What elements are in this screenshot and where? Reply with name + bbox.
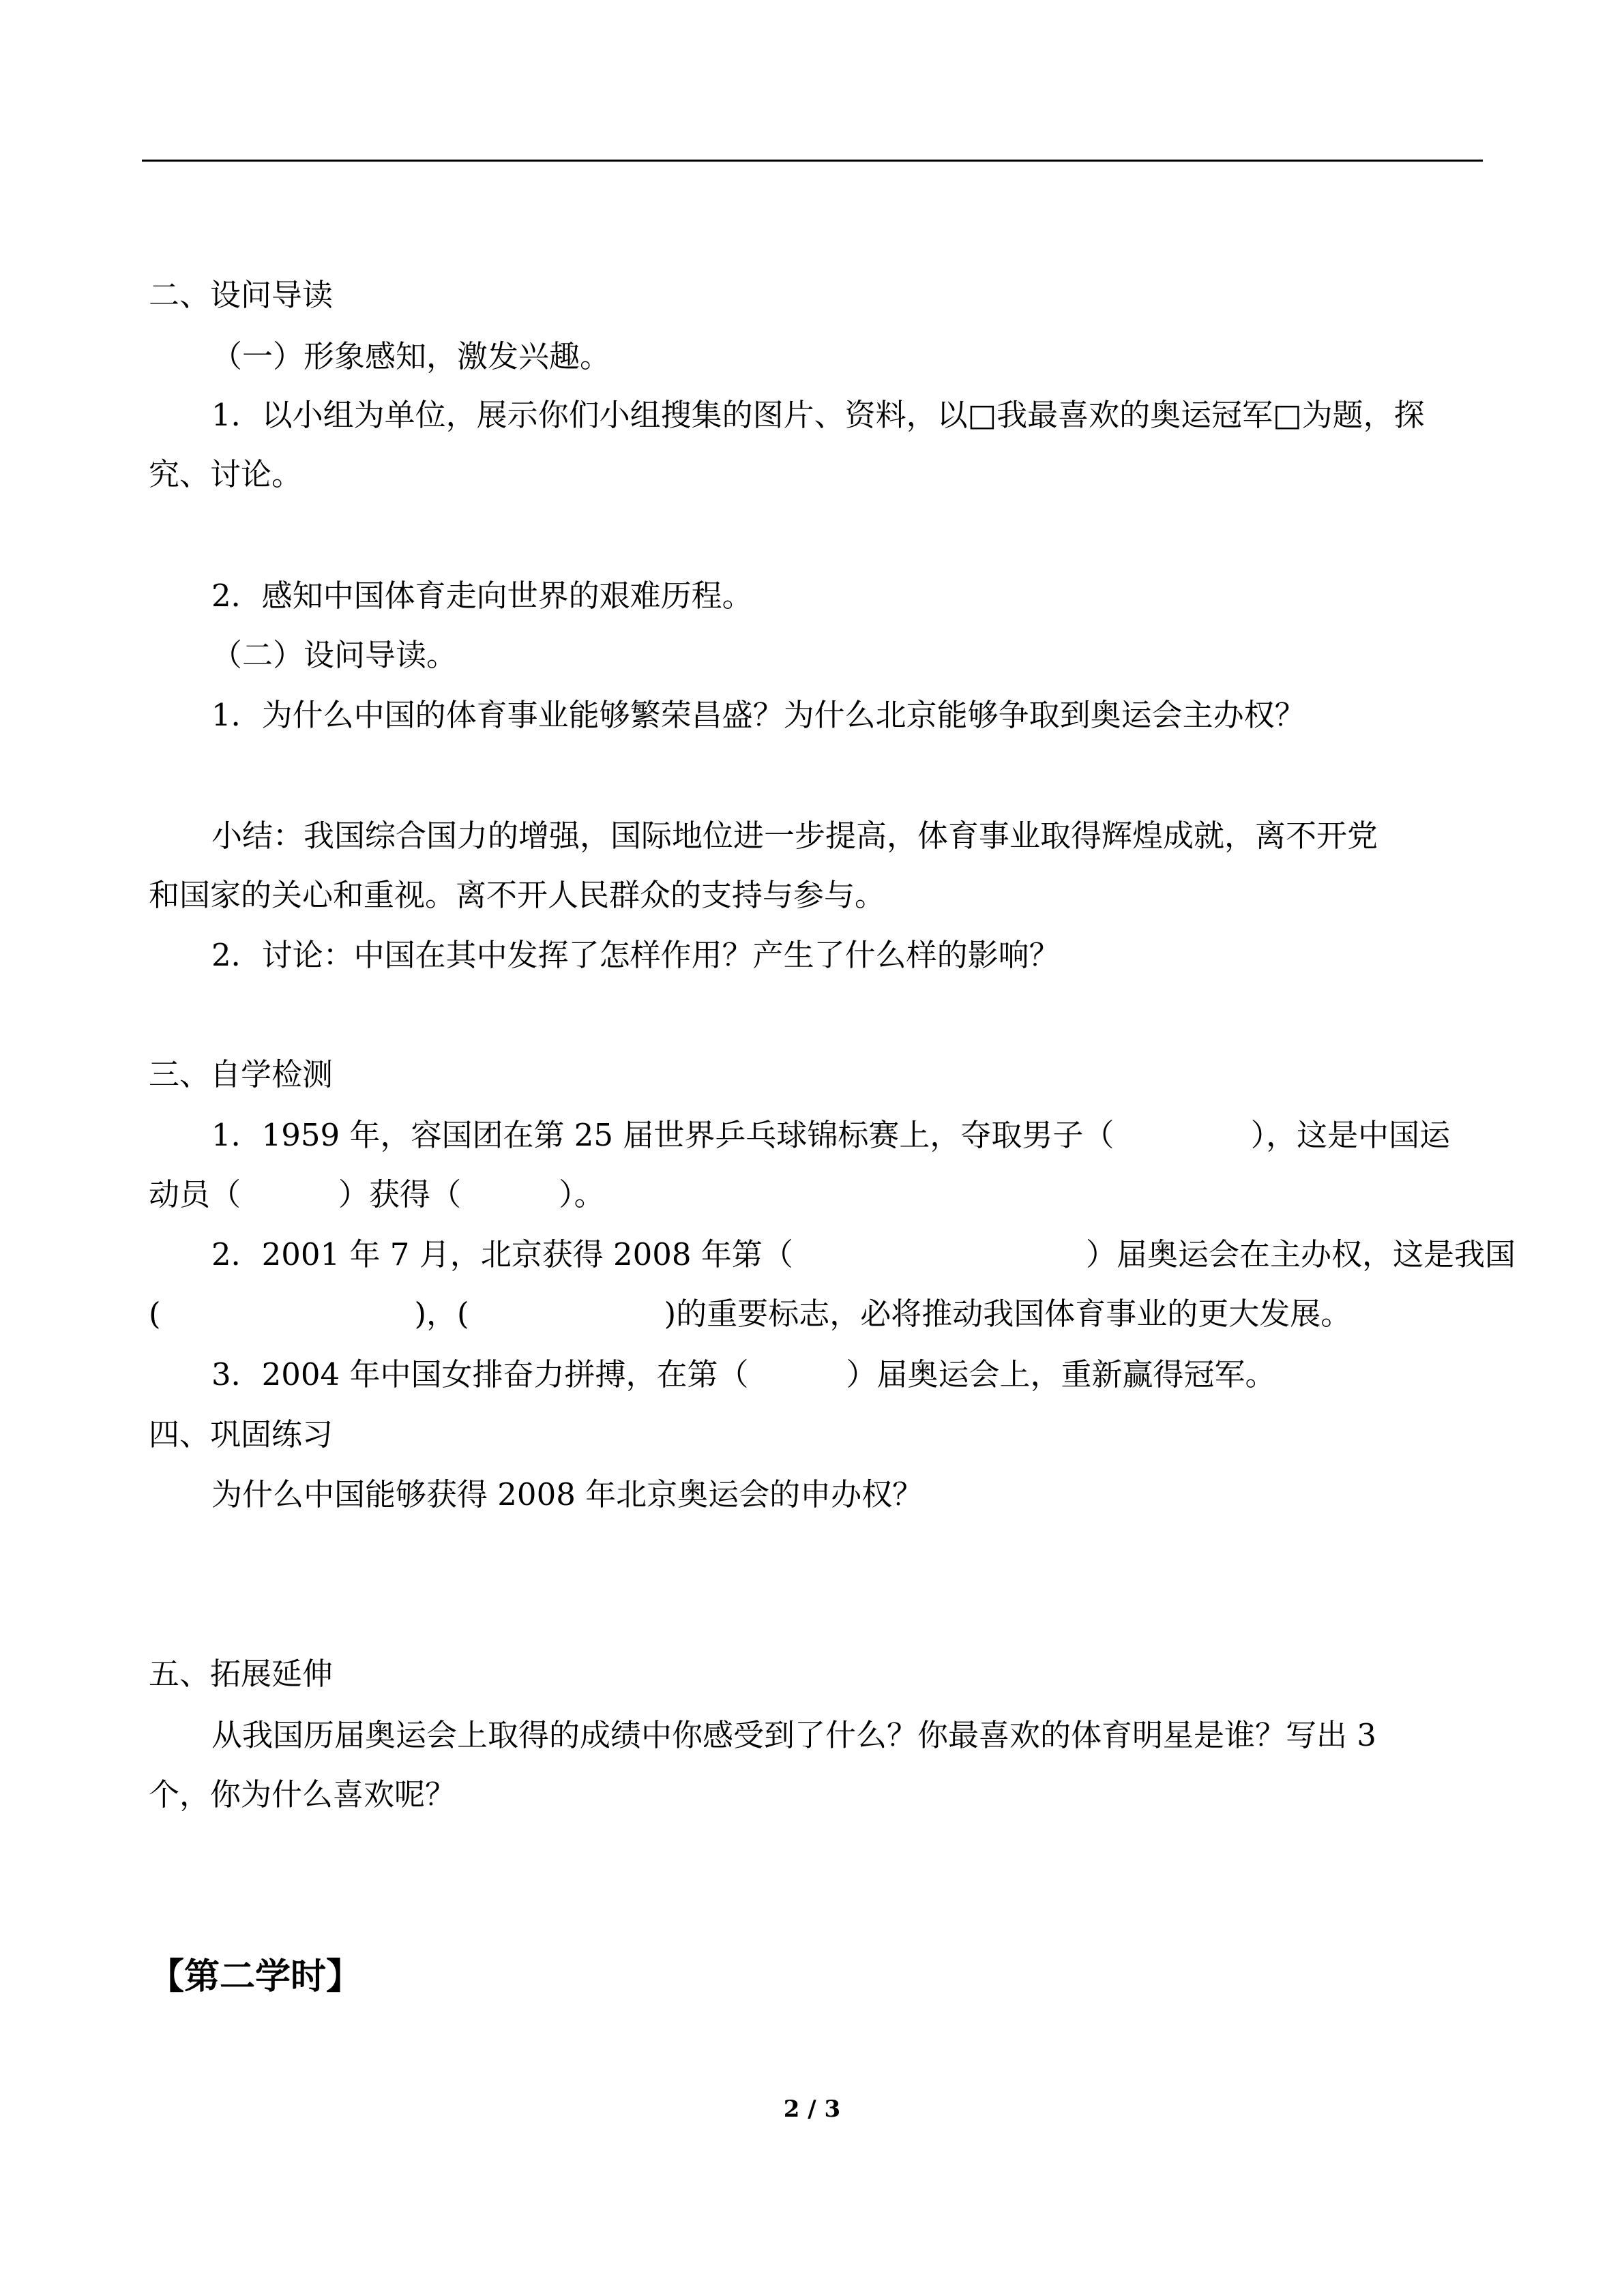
practice-question: 为什么中国能够获得 2008 年北京奥运会的申办权？	[211, 1476, 924, 1512]
extension-line-1: 从我国历届奥运会上取得的成绩中你感受到了什么？你最喜欢的体育明星是谁？写出 3	[211, 1717, 1376, 1753]
exercise-3: 3．2004 年中国女排奋力拼搏，在第（ ）届奥运会上，重新赢得冠军。	[211, 1356, 1276, 1392]
subheading-1: （一）形象感知，激发兴趣。	[211, 338, 611, 374]
heading-section-5: 五、拓展延伸	[149, 1656, 334, 1692]
section-heading-second-lesson: 【第二学时】	[149, 1956, 362, 1997]
page-number: 2 / 3	[783, 2096, 841, 2123]
paragraph-item-1-line-1: 1．以小组为单位，展示你们小组搜集的图片、资料，以□我最喜欢的奥运冠军□为题，探	[211, 397, 1425, 433]
subheading-2: （二）设问导读。	[211, 637, 458, 673]
paragraph-item-2: 2．感知中国体育走向世界的艰难历程。	[211, 578, 753, 614]
heading-section-2: 二、设问导读	[149, 277, 334, 313]
question-1: 1．为什么中国的体育事业能够繁荣昌盛？为什么北京能够争取到奥运会主办权？	[211, 697, 1305, 733]
exercise-2-line-1: 2．2001 年 7 月，北京获得 2008 年第（ ）届奥运会在主办权，这是我国	[211, 1236, 1516, 1272]
heading-section-3: 三、自学检测	[149, 1056, 334, 1092]
question-2: 2．讨论：中国在其中发挥了怎样作用？产生了什么样的影响？	[211, 937, 1060, 973]
summary-line-2: 和国家的关心和重视。离不开人民群众的支持与参与。	[149, 877, 886, 913]
heading-section-4: 四、巩固练习	[149, 1416, 334, 1452]
header-rule	[142, 160, 1483, 162]
summary-line-1: 小结：我国综合国力的增强，国际地位进一步提高，体育事业取得辉煌成就，离不开党	[211, 818, 1378, 854]
exercise-1-line-1: 1．1959 年，容国团在第 25 届世界乒乓球锦标赛上，夺取男子（ ），这是中国运	[211, 1117, 1451, 1153]
exercise-1-line-2: 动员（ ）获得（ ）。	[149, 1176, 605, 1212]
paragraph-item-1-line-2: 究、讨论。	[149, 456, 303, 492]
extension-line-2: 个，你为什么喜欢呢？	[149, 1776, 456, 1813]
exercise-2-line-2: ( )，( )的重要标志，必将推动我国体育事业的更大发展。	[149, 1296, 1352, 1332]
